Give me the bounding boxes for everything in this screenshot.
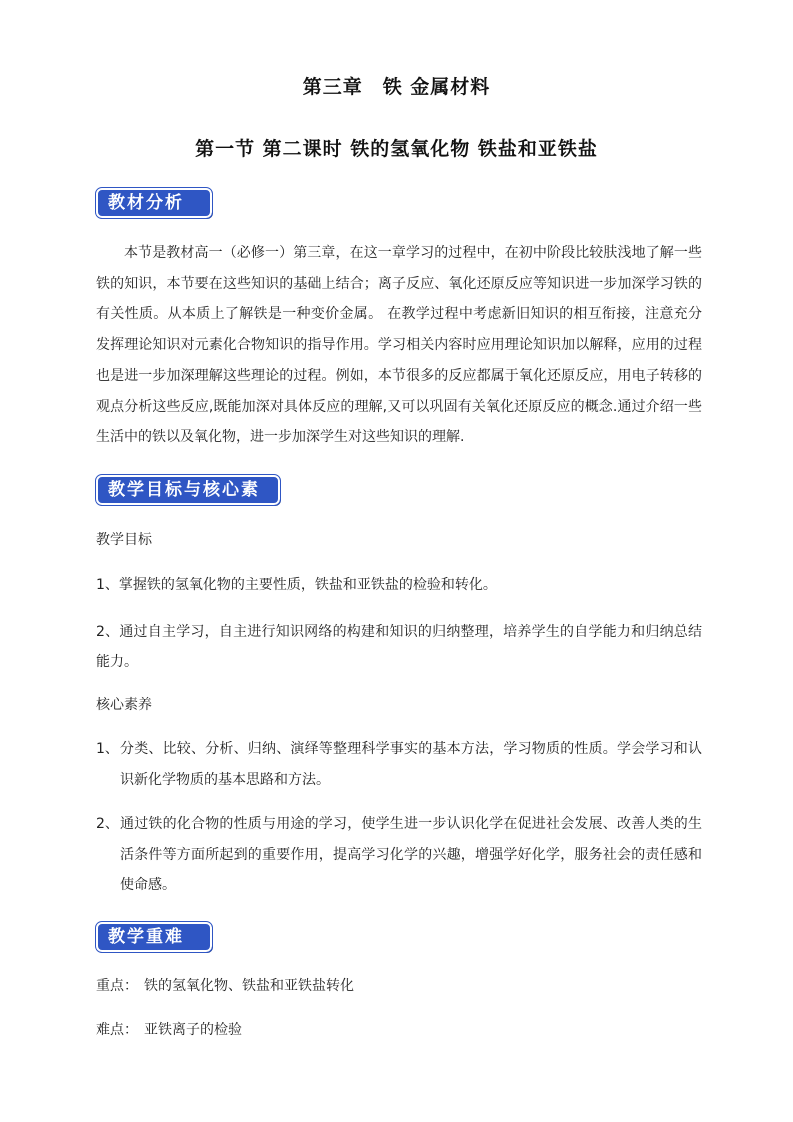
core-item-text: 分类、比较、分析、归纳、演绎等整理科学事实的基本方法，学习物质的性质。学会学习和认识新化学物质的基本思路和方法。 xyxy=(120,741,702,788)
lesson-title: 第一节 第二课时 铁的氢氧化物 铁盐和亚铁盐 xyxy=(195,138,598,160)
goal-item-2: 2、通过自主学习，自主进行知识网络的构建和知识的归纳整理，培养学生的自学能力和归纳总结能力。 xyxy=(96,624,702,670)
key-point-text: 铁的氢氧化物、铁盐和亚铁盐转化 xyxy=(144,978,354,994)
core-item-number: 1、 xyxy=(96,741,119,757)
core-item-1 xyxy=(96,734,702,795)
goals-label: 教学目标 xyxy=(96,532,152,548)
core-literacy-label: 核心素养 xyxy=(96,697,152,713)
section-badge-analysis: 教材分析 xyxy=(96,188,212,218)
goal-item-1: 1、掌握铁的氢氧化物的主要性质，铁盐和亚铁盐的检验和转化。 xyxy=(96,577,497,593)
core-item-text: 通过铁的化合物的性质与用途的学习，使学生进一步认识化学在促进社会发展、改善人类的生活条件等方面所起到的重要作用，提高学习化学的兴趣，增强学好化学，服务社会的责任感和使命感。 xyxy=(120,816,702,893)
difficulty-line xyxy=(96,1019,242,1039)
key-point-line xyxy=(96,975,354,995)
chapter-title: 第三章 铁 金属材料 xyxy=(302,76,491,98)
section-badge-key-points: 教学重难点 xyxy=(96,922,212,952)
analysis-paragraph: 本节是教材高一（必修一）第三章，在这一章学习的过程中，在初中阶段比较肤浅地了解一些铁的知识，本节要在这些知识的基础上结合；离子反应、氧化还原反应等知识进一步加深学习铁的有关性质。从本质上了解铁是一种变价金属。 在教学过程中考虑新旧知识的相互衔接，注意充分发挥理论知识对元素化合物知识的指导作用。学习相关内容时应用理论知识加以解释，应用的过程也是进一步加深理解这些理论的过程。例如，本节很多的反应都属于氧化还原反应，用电子转移的观点分析这些反应,既能加深对具体反应的理解,又可以巩固有关氧化还原反应的概念.通过介绍一些生活中的铁以及氧化物，进一步加深学生对这些知识的理解. xyxy=(96,245,702,446)
core-item-2 xyxy=(96,809,702,901)
difficulty-text: 亚铁离子的检验 xyxy=(144,1022,242,1038)
section-badge-goals: 教学目标与核心素养 xyxy=(96,475,280,505)
core-item-number: 2、 xyxy=(96,816,119,832)
difficulty-label: 难点： xyxy=(96,1022,138,1038)
key-point-label: 重点： xyxy=(96,978,138,994)
